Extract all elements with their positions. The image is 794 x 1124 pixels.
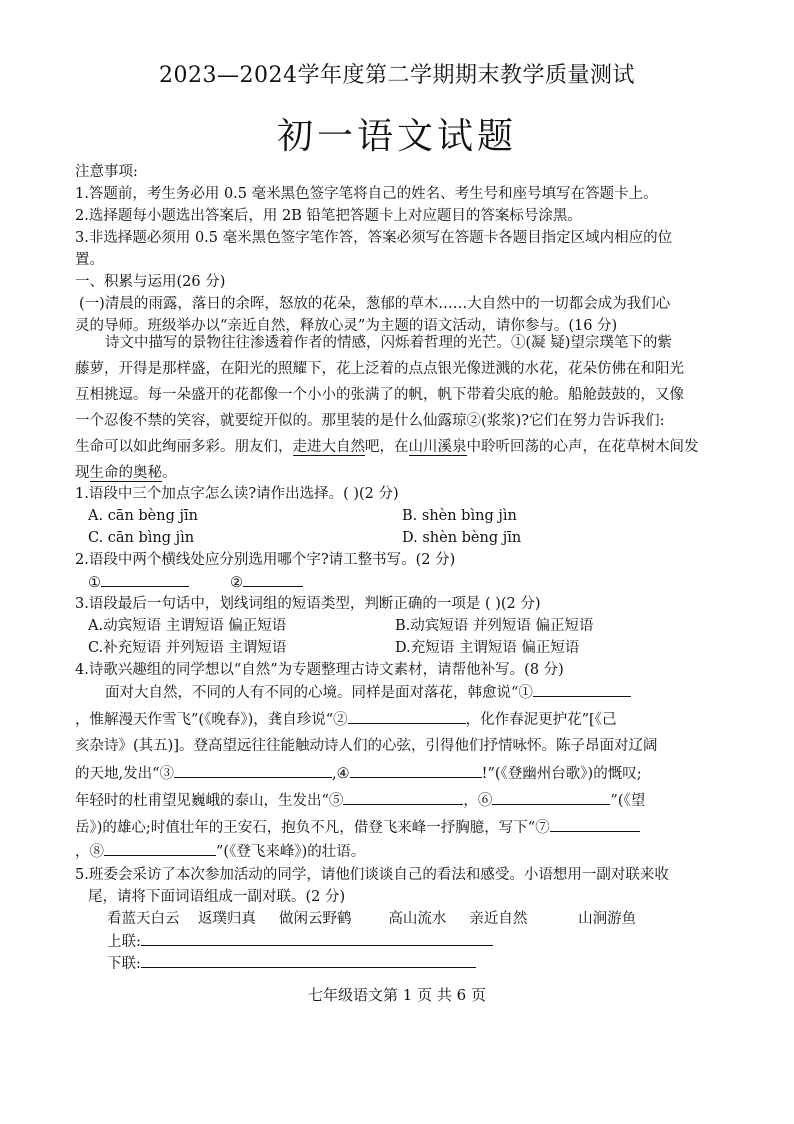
question-4-line xyxy=(75,817,640,838)
option-b: B.动宾短语 并列短语 偏正短语 xyxy=(395,618,594,634)
underlined-phrase: 山川溪泉 xyxy=(408,439,467,455)
option-a: A.动宾短语 主谓短语 偏正短语 xyxy=(88,618,287,634)
answer-blank-6[interactable] xyxy=(492,790,610,805)
option-a: A. cān bèng jīn xyxy=(88,508,198,524)
couplet-label: 下联: xyxy=(107,956,141,972)
passage-line: 一个忍俊不禁的笑容，就要绽开似的。那里装的是什么仙露琼②(浆浆)?它们在努力告诉我们: xyxy=(75,413,665,429)
word: 山涧游鱼 xyxy=(578,911,637,927)
part1-intro: (一)清晨的雨露，落日的余晖，怒放的花朵，葱郁的草木……大自然中的一切都会成为我们心 xyxy=(79,296,671,312)
passage-line xyxy=(75,463,177,483)
answer-blank-2[interactable] xyxy=(348,709,466,724)
note-item: 2.选择题每小题选出答案后，用 2B 铅笔把答题卡上对应题目的答案标号涂黑。 xyxy=(75,208,582,224)
couplet-label: 上联: xyxy=(107,934,141,950)
option-d: D.充短语 主谓短语 偏正短语 xyxy=(395,640,580,656)
answer-blank-1[interactable] xyxy=(88,572,189,593)
question-text: 面对大自然，不同的人有不同的心境。同样是面对落花，韩愈说“① xyxy=(105,685,533,701)
word-list xyxy=(107,909,636,929)
upper-couplet-blank[interactable] xyxy=(141,931,493,946)
blank-label: ① xyxy=(88,575,101,591)
question-4-line xyxy=(75,841,365,862)
passage-line: 藤萝，开得是那样盛，在阳光的照耀下，花上泛着的点点银光像迸溅的水花，花朵仿佛在和阳光 xyxy=(75,361,684,377)
question-4-line: 亥杂诗》(其五)]。登高望远往往能触动诗人们的心弦，引得他们抒情咏怀。陈子昂面对辽阔 xyxy=(75,738,658,754)
question-3-stem: 3.语段最后一句话中，划线词组的短语类型，判断正确的一项是 ( )(2 分) xyxy=(75,596,541,612)
blank-label: ② xyxy=(230,575,243,591)
question-text: ”(《望 xyxy=(610,793,646,809)
answer-blank-8[interactable] xyxy=(104,841,216,856)
question-1-stem: 1.语段中三个加点字怎么读?请作出选择。( )(2 分) xyxy=(75,486,399,502)
question-text: ，⑥ xyxy=(463,793,493,809)
answer-blank-7[interactable] xyxy=(550,817,640,832)
blank-line xyxy=(243,572,303,587)
page-footer: 七年级语文第 1 页 共 6 页 xyxy=(308,986,486,1004)
question-5-stem: 5.班委会采访了本次参加活动的同学，请他们谈谈自己的看法和感受。小语想用一副对联来收 xyxy=(75,867,669,883)
passage-line: 互相挑逗。每一朵盛开的花都像一个小小的张满了的帆，帆下带着尖底的舱。船舱鼓鼓的，又像 xyxy=(75,387,684,403)
word: 高山流水 xyxy=(388,911,447,927)
question-text: !”(《登幽州台歌》)的慨叹; xyxy=(481,766,642,782)
option-c: C.补充短语 并列短语 主谓短语 xyxy=(88,640,287,656)
part1-intro: 灵的导师。班级举办以“亲近自然，释放心灵”为主题的语文活动，请你参与。(16 分) xyxy=(75,318,618,334)
lower-couplet-blank[interactable] xyxy=(141,953,476,968)
answer-blank-4[interactable] xyxy=(350,763,482,778)
note-item: 1.答题前，考生务必用 0.5 毫米黑色签字笔将自己的姓名、考生号和座号填写在答题卡上。 xyxy=(75,186,658,202)
question-4-line xyxy=(75,790,645,811)
question-4-line xyxy=(105,682,631,703)
answer-blank-3[interactable] xyxy=(174,763,332,778)
passage-text: 生命可以如此绚丽多彩。朋友们， xyxy=(75,439,293,455)
question-text: ”(《登飞来峰》)的壮语。 xyxy=(216,844,366,860)
exam-header: 2023—2024学年度第二学期期末教学质量测试 xyxy=(159,63,635,88)
question-5-stem: 尾，请将下面词语组成一副对联。(2 分) xyxy=(88,889,346,905)
question-text: 岳》)的雄心;时值壮年的王安石，抱负不凡，借登飞来峰一抒胸臆，写下“⑦ xyxy=(75,820,550,836)
question-text: 年轻时的杜甫望见巍峨的泰山，生发出“⑤ xyxy=(75,793,344,809)
passage-text: 。 xyxy=(162,465,177,481)
option-d: D. shèn bèng jīn xyxy=(402,530,522,546)
word: 看蓝天白云 xyxy=(107,911,180,927)
passage-text: 吧，在 xyxy=(365,439,409,455)
option-c: C. cān bìng jìn xyxy=(88,530,195,546)
passage-line xyxy=(75,437,699,457)
answer-blank-1[interactable] xyxy=(533,682,631,697)
answer-blank-5[interactable] xyxy=(343,790,463,805)
note-item: 置。 xyxy=(75,252,104,268)
note-item: 3.非选择题必须用 0.5 毫米黑色签字笔作答，答案必须写在答题卡各题目指定区域内相应的位 xyxy=(75,230,673,246)
question-text: ，惟解漫天作雪飞”(《晚春》)，龚自珍说“② xyxy=(75,712,348,728)
word: 返璞归真 xyxy=(197,911,256,927)
page-title: 初一语文试题 xyxy=(276,116,517,157)
underlined-phrase: 生命的奥秘 xyxy=(89,465,162,481)
option-b: B. shèn bìng jìn xyxy=(402,508,517,524)
question-4-stem: 4.诗歌兴趣组的同学想以“自然”为专题整理古诗文素材，请帮他补写。(8 分) xyxy=(75,662,564,678)
question-4-line xyxy=(75,709,616,730)
upper-couplet xyxy=(107,931,493,952)
question-text: ,④ xyxy=(332,766,350,782)
question-text: ，⑧ xyxy=(75,844,104,860)
word: 亲近自然 xyxy=(469,911,528,927)
question-4-line xyxy=(75,763,642,784)
lower-couplet xyxy=(107,953,476,974)
question-text: 的天地,发出“③ xyxy=(75,766,175,782)
passage-line: 诗文中描写的景物往往渗透着作者的情感，闪烁着哲理的光芒。①(凝 疑)望宗璞笔下的紫 xyxy=(105,335,672,351)
notes-heading: 注意事项: xyxy=(75,164,138,180)
word: 做闲云野鹤 xyxy=(278,911,352,927)
blank-line xyxy=(101,572,189,587)
section-heading: 一、积累与运用(26 分) xyxy=(75,274,226,290)
question-2-stem: 2.语段中两个横线处应分别选用哪个字?请工整书写。(2 分) xyxy=(75,552,456,568)
passage-text: 中聆听回荡的心声，在花草树木间发 xyxy=(466,439,699,455)
passage-text: 现 xyxy=(75,465,90,481)
question-text: ，化作春泥更护花”[《己 xyxy=(465,712,617,728)
underlined-phrase: 走进大自然 xyxy=(292,439,365,455)
answer-blank-2[interactable] xyxy=(230,572,303,593)
